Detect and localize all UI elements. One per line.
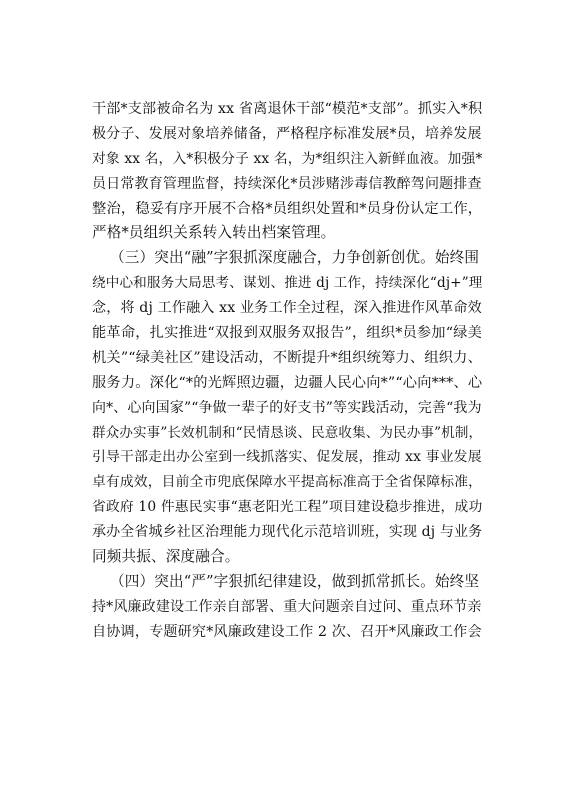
text-line: 群众办实事”长效机制和“民情恳谈、民意收集、为民办事”机制， <box>92 424 483 441</box>
text-line: 向*、心向国家”“争做一辈子的好支书”等实践活动，完善“我为 <box>92 399 482 416</box>
text-line: 念，将 dj 工作融入 xx 业务工作全过程，深入推进作风革命效 <box>92 300 482 317</box>
text-line: 服务力。深化“*的光辉照边疆，边疆人民心向*”“心向***、心 <box>92 374 483 391</box>
text-line: 整治，稳妥有序开展不合格*员组织处置和*员身份认定工作， <box>92 200 483 217</box>
document-body <box>92 97 482 645</box>
section-heading-line: （四）突出“严”字狠抓纪律建设，做到抓常抓长。始终坚 <box>110 572 480 590</box>
text-line: 同频共振、深度融合。 <box>92 548 240 566</box>
text-line: 承办全省城乡社区治理能力现代化示范培训班，实现 dj 与业务 <box>92 524 483 541</box>
text-line: 员日常教育管理监督，持续深化*员涉赌涉毒信教醉驾问题排查 <box>92 175 482 192</box>
text-line: 持*风廉政建设工作亲自部署、重大问题亲自过问、重点环节亲 <box>92 598 482 615</box>
text-line: 极分子、发展对象培养储备，严格程序标准发展*员，培养发展 <box>92 125 482 142</box>
text-line: 卓有成效，目前全市兜底保障水平提高标准高于全省保障标准， <box>92 474 483 491</box>
text-line: 机关”“绿美社区”建设活动，不断提升*组织统筹力、组织力、 <box>92 349 483 366</box>
text-line: 引导干部走出办公室到一线抓落实、促发展，推动 xx 事业发展 <box>92 449 482 466</box>
text-line: 能革命，扎实推进“双报到双服务双报告”，组织*员参加“绿美 <box>92 325 483 342</box>
text-line: 自协调，专题研究*风廉政建设工作 2 次、召开*风廉政工作会 <box>92 623 482 640</box>
text-line: 严格*员组织关系转入转出档案管理。 <box>92 224 336 242</box>
text-line: 省政府 10 件惠民实事“惠老阳光工程”项目建设稳步推进，成功 <box>92 499 483 516</box>
text-line: 对象 xx 名，入*积极分子 xx 名，为*组织注入新鲜血液。加强* <box>92 150 483 167</box>
text-line: 绕中心和服务大局思考、谋划、推进 dj 工作，持续深化“dj+”理 <box>92 275 483 292</box>
text-line: 干部*支部被命名为 xx 省离退休干部“模范*支部”。抓实入*积 <box>92 101 483 117</box>
section-heading-line: （三）突出“融”字狠抓深度融合，力争创新创优。始终围 <box>110 249 480 267</box>
